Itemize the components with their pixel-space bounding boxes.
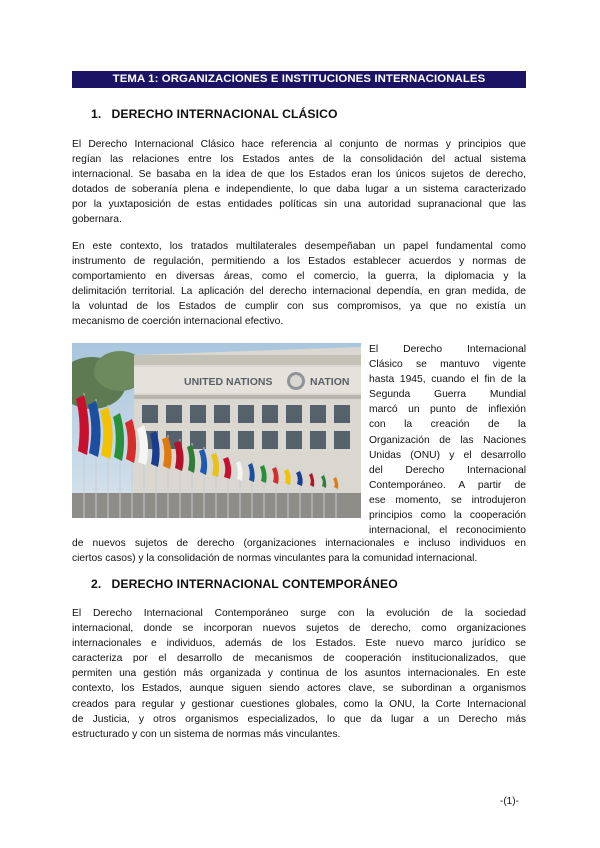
text-line: ciertos casos) y la consolidación de normas vinculantes para la comunidad internacional.: [72, 553, 478, 565]
section-1-paragraph-3: [72, 536, 526, 566]
section-1-number: 1.: [91, 107, 102, 121]
text-line: estructurado y con un sistema de normas más vinculantes.: [72, 728, 341, 740]
text-line: la voluntad de los Estados de cumplir con sus compromisos, ya que no existía un: [72, 301, 526, 313]
section-1-paragraph-1: [72, 137, 526, 228]
text-line: Contemporáneo. A partir de: [369, 479, 526, 491]
text-line: por la yuxtaposición de estas entidades políticas sin una autoridad supranacional que las: [72, 199, 526, 211]
section-1-heading: [91, 107, 338, 121]
section-2-heading: [91, 577, 398, 591]
text-line: dotados de soberanía plena e independiente, lo que daba lugar a un sistema caracterizado: [72, 184, 526, 196]
text-line: mecanismo de coerción internacional efectivo.: [72, 316, 284, 328]
section-2-number: 2.: [91, 577, 102, 591]
text-line: marcó un punto de inflexión: [369, 404, 526, 416]
text-line: internacional, donde se incorporan nuevos sujetos de derecho, como organizaciones: [72, 623, 526, 635]
text-line: En este contexto, los tratados multilaterales desempeñaban un papel fundamental como: [72, 241, 526, 252]
text-line: regían las relaciones entre los Estados antes de la consolidación del actual sistema: [72, 154, 526, 166]
text-line: instrumento de regulación, permitiendo a los Estados establecer acuerdos y normas de: [72, 256, 526, 268]
text-line: de nuevos sujetos de derecho (organizaciones internacionales e incluso individuos en: [72, 538, 526, 549]
text-line: con la creación de la: [369, 419, 526, 431]
section-1-title: DERECHO INTERNACIONAL CLÁSICO: [111, 107, 338, 121]
text-line: El Derecho Internacional: [369, 344, 526, 355]
text-line: principios como la cooperación: [369, 510, 526, 522]
section-2-paragraph-1: [72, 606, 526, 742]
text-line: El Derecho Internacional Contemporáneo surge con la evolución de la sociedad: [72, 608, 526, 619]
section-2-title: DERECHO INTERNACIONAL CONTEMPORÁNEO: [111, 577, 398, 591]
photo-sign-text: UNITED NATIONS: [184, 376, 273, 388]
topic-banner: TEMA 1: ORGANIZACIONES E INSTITUCIONES INTERNACIONALES: [72, 71, 526, 88]
section-1-side-text: [369, 342, 526, 538]
text-line: del Derecho Internacional: [369, 464, 526, 476]
united-nations-photo: [72, 343, 361, 518]
text-line: ese momento, se introdujeron: [369, 494, 526, 506]
text-line: internacionales e individuos, además de los Estados. Este nuevo marco jurídico se: [72, 638, 526, 650]
text-line: El Derecho Internacional Clásico hace referencia al conjunto de normas y principios que: [72, 139, 526, 150]
text-line: internacional, el reconocimiento: [369, 525, 526, 537]
photo-sign-text-2: NATION: [310, 376, 350, 388]
page-number: -(1)-: [500, 796, 519, 807]
text-line: contexto, los Estados, aunque siguen siendo actores clave, se subordinan a organismos: [72, 683, 526, 695]
text-line: internacional. Se basaba en la idea de que los Estados eran los únicos sujetos de derecho,: [72, 169, 526, 181]
text-line: Organización de las Naciones: [369, 434, 526, 446]
text-line: Unidas (ONU) y el desarrollo: [369, 449, 526, 461]
text-line: comportamiento en diversas áreas, como el comercio, la guerra, la diplomacia y la: [72, 271, 526, 283]
text-line: permiten una gestión más organizada y continua de los asuntos internacionales. En este: [72, 668, 526, 680]
text-line: delimitación territorial. La aplicación del derecho internacional dependía, en gran medida, de: [72, 286, 526, 298]
text-line: gobernara.: [72, 214, 122, 226]
text-line: caracteriza por el desarrollo de mecanismos de cooperación institucionalizados, que: [72, 653, 526, 665]
text-line: de Justicia, y otros organismos especializados, lo que da lugar a un Derecho más: [72, 713, 526, 725]
text-line: Clásico se mantuvo vigente: [369, 359, 526, 371]
text-line: Segunda Guerra Mundial: [369, 389, 526, 401]
text-line: creados para regular y gestionar cuestiones globales, como la ONU, la Corte Internacional: [72, 698, 526, 710]
section-1-paragraph-2: [72, 239, 526, 330]
text-line: hasta 1945, cuando el fin de la: [369, 374, 526, 386]
